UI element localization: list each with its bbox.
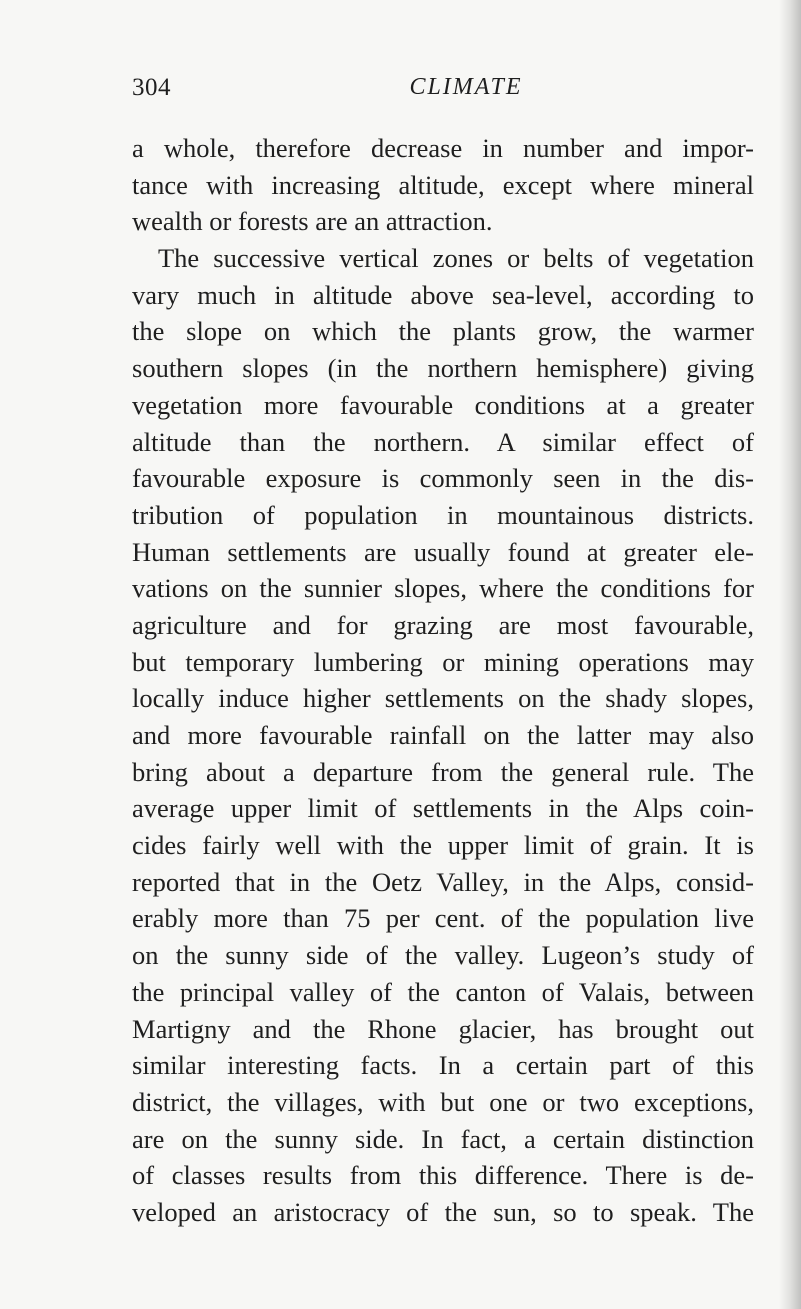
- text-line: a whole, therefore decrease in number and impor-: [132, 133, 754, 163]
- text-line: reported that in the Oetz Valley, in the Alps, consid-: [132, 866, 754, 897]
- text-line: district, the villages, with but one or two exceptions,: [132, 1086, 754, 1117]
- text-line: the principal valley of the canton of Valais, between: [132, 976, 754, 1007]
- text-line: similar interesting facts. In a certain part of this: [132, 1050, 754, 1081]
- text-line: erably more than 75 per cent. of the population live: [132, 903, 754, 934]
- text-line: and more favourable rainfall on the latter may also: [132, 720, 754, 750]
- text-line: Human settlements are usually found at greater ele-: [132, 536, 754, 567]
- text-line: favourable exposure is commonly seen in the dis-: [132, 463, 754, 494]
- text-line: cides fairly well with the upper limit of grain. It is: [132, 830, 754, 861]
- running-head: CLIMATE: [409, 74, 523, 100]
- text-line: but temporary lumbering or mining operations may: [132, 646, 754, 677]
- text-line: veloped an aristocracy of the sun, so to speak. The: [132, 1196, 754, 1227]
- text-line: vegetation more favourable conditions at a greater: [132, 389, 754, 420]
- text-line: are on the sunny side. In fact, a certain distinction: [132, 1123, 754, 1154]
- text-line: vary much in altitude above sea-level, according to: [132, 279, 754, 310]
- text-line: bring about a departure from the general rule. The: [132, 756, 754, 787]
- text-line: wealth or forests are an attraction.: [132, 206, 493, 237]
- text-line: on the sunny side of the valley. Lugeon’s study of: [132, 940, 754, 971]
- page-header: [132, 74, 754, 108]
- text-line: Martigny and the Rhone glacier, has brought out: [132, 1013, 754, 1044]
- text-line: southern slopes (in the northern hemisphere) giving: [132, 353, 754, 384]
- text-line: tance with increasing altitude, except where mineral: [132, 169, 754, 200]
- page-number: 304: [132, 74, 171, 101]
- text-line: vations on the sunnier slopes, where the conditions for: [132, 573, 754, 604]
- text-line: agriculture and for grazing are most favourable,: [132, 609, 754, 640]
- text-line: the slope on which the plants grow, the warmer: [132, 316, 754, 347]
- text-line: altitude than the northern. A similar effect of: [132, 426, 754, 457]
- body-text: [132, 130, 754, 1231]
- text-line: average upper limit of settlements in the Alps coin-: [132, 793, 754, 824]
- text-line: of classes results from this difference. There is de-: [132, 1160, 754, 1191]
- page-edge-shadow: [779, 0, 801, 1309]
- text-line: The successive vertical zones or belts of vegetation: [158, 243, 754, 274]
- text-line: tribution of population in mountainous districts.: [132, 499, 754, 530]
- text-line: locally induce higher settlements on the shady slopes,: [132, 683, 754, 714]
